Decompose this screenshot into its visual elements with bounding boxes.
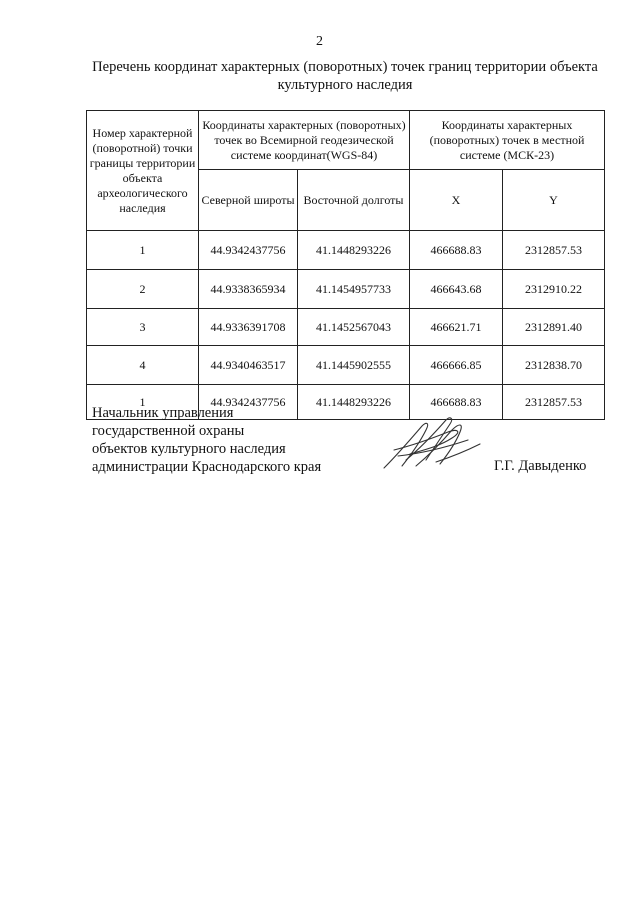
cell-point: 4 xyxy=(87,346,199,385)
cell-y: 2312857.53 xyxy=(503,231,605,270)
position-line: Начальник управления xyxy=(92,405,234,421)
cell-lon: 41.1445902555 xyxy=(298,346,410,385)
cell-lat: 44.9342437756 xyxy=(199,385,298,420)
header-x: X xyxy=(410,170,503,231)
handwritten-signature xyxy=(376,410,486,480)
cell-y: 2312838.70 xyxy=(503,346,605,385)
coordinates-table xyxy=(86,110,605,420)
cell-lat: 44.9338365934 xyxy=(199,270,298,309)
table-row xyxy=(87,231,605,270)
cell-y: 2312891.40 xyxy=(503,309,605,346)
cell-x: 466688.83 xyxy=(410,231,503,270)
header-wgs84-group: Координаты характерных (поворотных) точек во Всемирной геодезической системе координат(WGS-84) xyxy=(199,111,410,170)
position-line: государственной охраны xyxy=(92,423,245,439)
header-latitude: Северной широты xyxy=(199,170,298,231)
cell-x: 466643.68 xyxy=(410,270,503,309)
position-line: объектов культурного наследия xyxy=(92,441,286,457)
cell-y: 2312910.22 xyxy=(503,270,605,309)
table-row xyxy=(87,270,605,309)
cell-point: 3 xyxy=(87,309,199,346)
page-number: 2 xyxy=(316,34,323,49)
signatory-position xyxy=(92,404,321,476)
cell-point: 1 xyxy=(87,385,199,420)
header-msk23-group: Координаты характерных (поворотных) точек в местной системе (МСК-23) xyxy=(410,111,605,170)
header-longitude: Восточной долготы xyxy=(298,170,410,231)
header-point-number: Номер характерной (поворотной) точки границы территории объекта археологического наследия xyxy=(87,111,199,231)
cell-x: 466688.83 xyxy=(410,385,503,420)
document-title: Перечень координат характерных (поворотных) точек границ территории объекта культурного наследия xyxy=(92,59,598,93)
cell-lat: 44.9342437756 xyxy=(199,231,298,270)
cell-point: 2 xyxy=(87,270,199,309)
table-row xyxy=(87,309,605,346)
cell-lon: 41.1454957733 xyxy=(298,270,410,309)
cell-point: 1 xyxy=(87,231,199,270)
cell-x: 466666.85 xyxy=(410,346,503,385)
cell-lat: 44.9336391708 xyxy=(199,309,298,346)
cell-lon: 41.1448293226 xyxy=(298,385,410,420)
header-y: Y xyxy=(503,170,605,231)
position-line: администрации Краснодарского края xyxy=(92,459,322,475)
table-row xyxy=(87,346,605,385)
cell-y: 2312857.53 xyxy=(503,385,605,420)
cell-lon: 41.1448293226 xyxy=(298,231,410,270)
cell-lat: 44.9340463517 xyxy=(199,346,298,385)
signer-name: Г.Г. Давыденко xyxy=(494,458,587,474)
cell-x: 466621.71 xyxy=(410,309,503,346)
cell-lon: 41.1452567043 xyxy=(298,309,410,346)
